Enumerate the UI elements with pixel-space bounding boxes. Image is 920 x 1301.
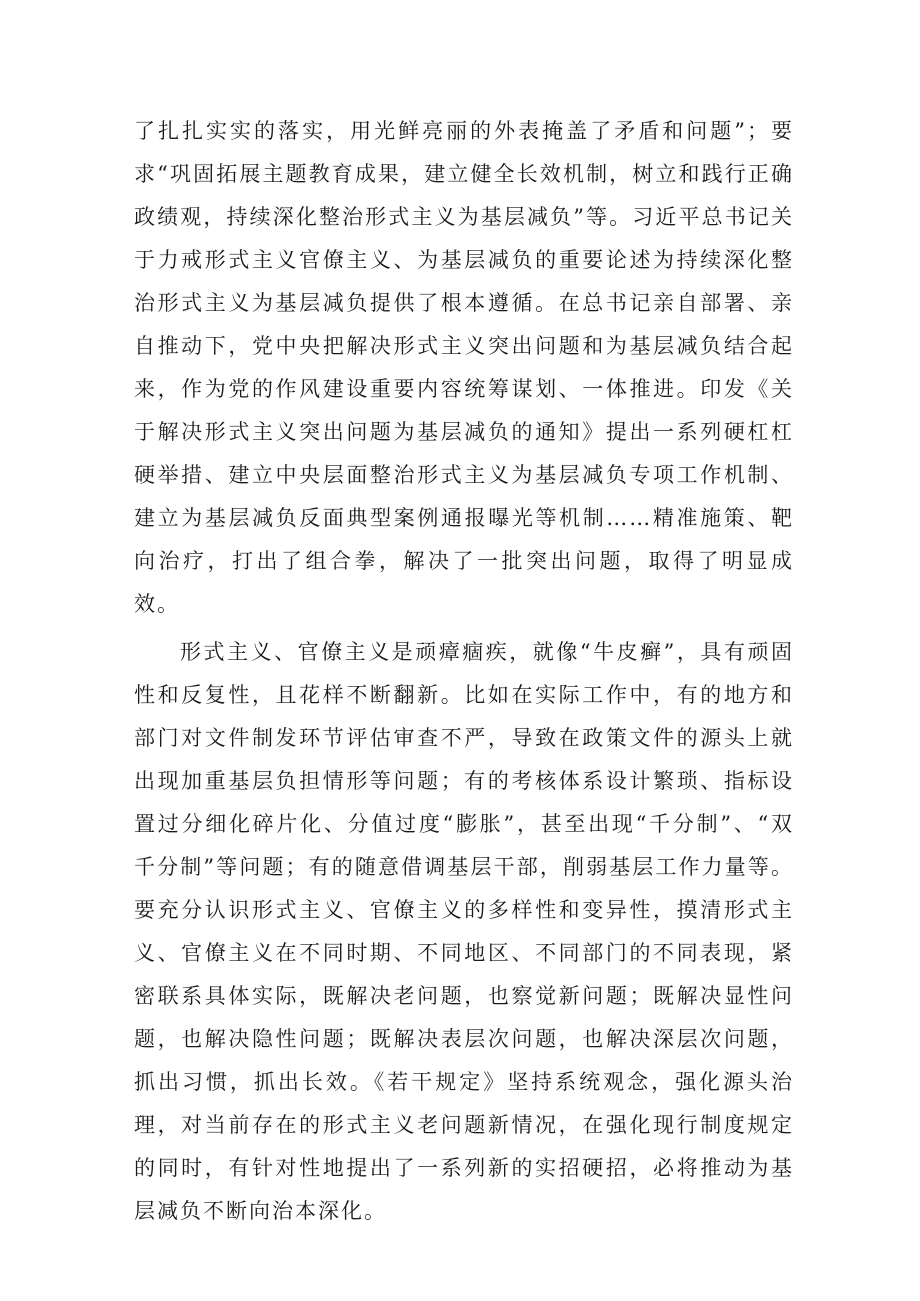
- paragraph-formalism-bureaucratism: 形式主义、官僚主义是顽瘴痼疾，就像“牛皮癣”，具有顽固性和反复性，且花样不断翻新。比如在实际工作中，有的地方和部门对文件制发环节评估审查不严，导致在政策文件的源头上就出现加重基层负担情形等问题；有的考核体系设计繁琐、指标设置过分细化碎片化、分值过度“膨胀”，甚至出现“千分制”、“双千分制”等问题；有的随意借调基层干部，削弱基层工作力量等。要充分认识形式主义、官僚主义的多样性和变异性，摸清形式主义、官僚主义在不同时期、不同地区、不同部门的不同表现，紧密联系具体实际，既解决老问题，也察觉新问题；既解决显性问题，也解决隐性问题；既解决表层次问题，也解决深层次问题，抓出习惯，抓出长效。《若干规定》坚持系统观念，强化源头治理，对当前存在的形式主义老问题新情况，在强化现行制度规定的同时，有针对性地提出了一系列新的实招硬招，必将推动为基层减负不断向治本深化。: [134, 640, 794, 1223]
- paragraph-continued: 了扎扎实实的落实，用光鲜亮丽的外表掩盖了矛盾和问题”；要求“巩固拓展主题教育成果，建立健全长效机制，树立和践行正确政绩观，持续深化整治形式主义为基层减负”等。习近平总书记关于力戒形式主义官僚主义、为基层减负的重要论述为持续深化整治形式主义为基层减负提供了根本遵循。在总书记亲自部署、亲自推动下，党中央把解决形式主义突出问题和为基层减负结合起来，作为党的作风建设重要内容统筹谋划、一体推进。印发《关于解决形式主义突出问题为基层减负的通知》提出一系列硬杠杠硬举措、建立中央层面整治形式主义为基层减负专项工作机制、建立为基层减负反面典型案例通报曝光等机制……精准施策、靶向治疗，打出了组合拳，解决了一批突出问题，取得了明显成效。: [134, 119, 794, 616]
- document-page: [134, 110, 794, 1238]
